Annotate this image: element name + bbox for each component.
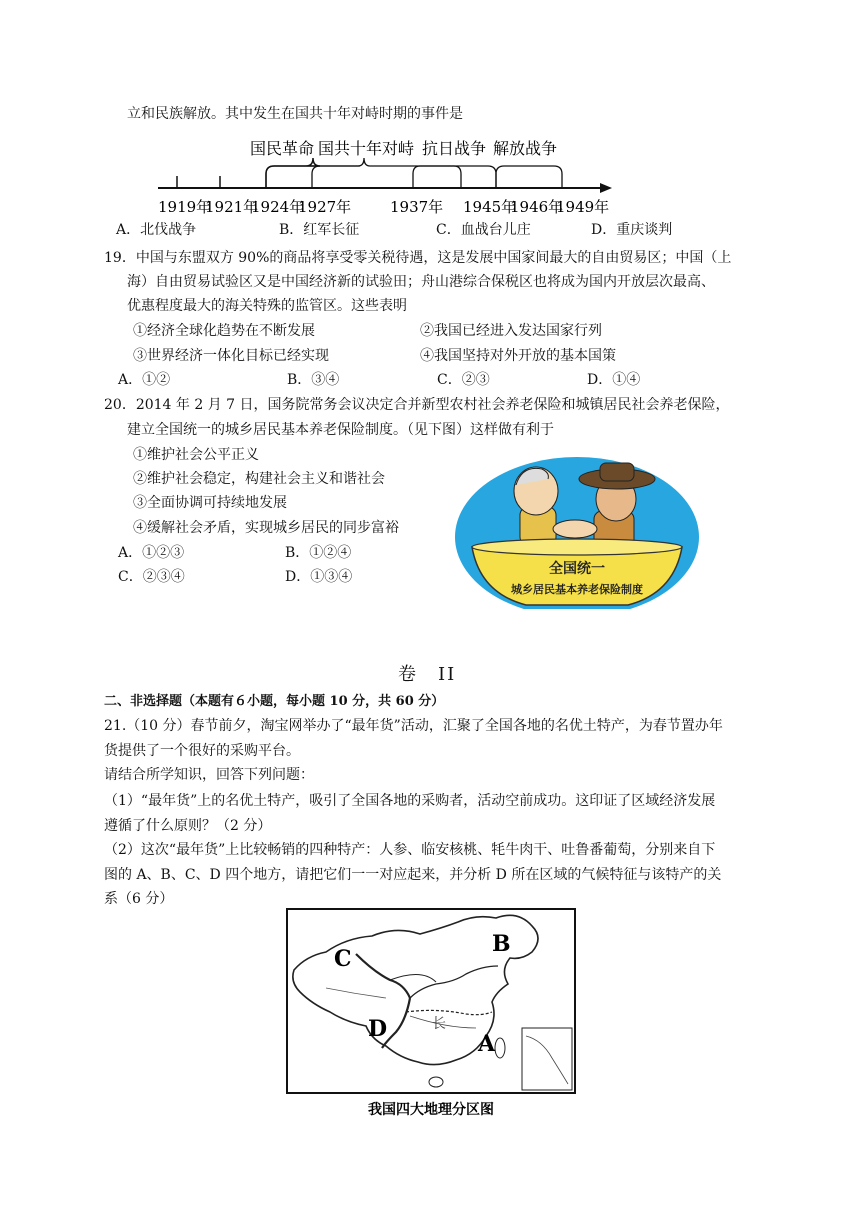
q19-statement: ③世界经济一体化目标已经实现 bbox=[133, 348, 329, 364]
q20-option-d[interactable]: D．①③④ bbox=[285, 569, 353, 585]
cartoon-label-2: 城乡居民基本养老保险制度 bbox=[511, 583, 643, 596]
q19-stem-line: 优惠程度最大的海关特殊的监管区。这些表明 bbox=[127, 298, 407, 314]
section-heading: 二、非选择题（本题有６小题，每小题 10 分，共 60 分） bbox=[104, 694, 445, 709]
q18-option-d[interactable]: D．重庆谈判 bbox=[591, 222, 673, 238]
elderly-man-icon bbox=[514, 467, 558, 545]
period-label: 国共十年对峙 bbox=[318, 139, 415, 158]
q20-statement: ③全面协调可持续地发展 bbox=[133, 495, 287, 511]
q18-option-b[interactable]: B．红军长征 bbox=[279, 222, 360, 238]
q19-option-b[interactable]: B．③④ bbox=[287, 372, 340, 388]
map-caption: 我国四大地理分区图 bbox=[368, 1102, 494, 1118]
q19-option-a[interactable]: A．①② bbox=[118, 372, 171, 388]
period-label: 国民革命 bbox=[250, 139, 315, 158]
china-regions-map bbox=[286, 908, 576, 1124]
cartoon-label-1: 全国统一 bbox=[549, 561, 605, 577]
map-label-d: D bbox=[368, 1016, 388, 1042]
q20-option-a[interactable]: A．①②③ bbox=[118, 545, 185, 561]
q19-statement: ④我国坚持对外开放的基本国策 bbox=[420, 348, 616, 364]
year-label: 1921年 bbox=[205, 198, 259, 216]
year-label: 1945年 bbox=[463, 198, 517, 216]
q20-option-b[interactable]: B．①②④ bbox=[285, 545, 352, 561]
q21-line: 图的 A、B、C、D 四个地方，请把它们一一对应起来，并分析 D 所在区域的气候特征与该特产的关 bbox=[104, 867, 722, 883]
q18-option-c[interactable]: C．血战台儿庄 bbox=[436, 222, 531, 238]
q21-line: 系（6 分） bbox=[104, 891, 174, 907]
q19-option-d[interactable]: D．①④ bbox=[587, 372, 641, 388]
year-label: 1927年 bbox=[298, 198, 352, 216]
q19-statement: ②我国已经进入发达国家行列 bbox=[420, 323, 602, 339]
year-label: 1924年 bbox=[251, 198, 305, 216]
map-label-a: A bbox=[478, 1031, 496, 1057]
year-label: 1919年 bbox=[158, 198, 212, 216]
q20-stem-line: 建立全国统一的城乡居民基本养老保险制度。（见下图）这样做有利于 bbox=[127, 422, 554, 438]
q19-statement: ①经济全球化趋势在不断发展 bbox=[133, 323, 315, 339]
period-label: 解放战争 bbox=[493, 139, 558, 158]
period-label: 抗日战争 bbox=[422, 139, 487, 158]
year-label: 1946年 bbox=[510, 198, 564, 216]
volume-title: 卷 II bbox=[398, 664, 457, 685]
q21-line: 请结合所学知识，回答下列问题： bbox=[104, 767, 314, 783]
q18-stem-tail: 立和民族解放。其中发生在国共十年对峙时期的事件是 bbox=[127, 106, 463, 122]
timeline-arrow-icon bbox=[600, 183, 612, 193]
pension-cartoon bbox=[452, 455, 702, 609]
year-label: 1937年 bbox=[390, 198, 444, 216]
q20-statement: ①维护社会公平正义 bbox=[133, 447, 259, 463]
map-label-b: B bbox=[492, 931, 511, 957]
q21-line: （1）“最年货”上的名优土特产，吸引了全国各地的采购者，活动空前成功。这印证了区域经济发展 bbox=[104, 793, 716, 809]
q21-line: （2）这次“最年货”上比较畅销的四种特产：人参、临安核桃、牦牛肉干、吐鲁番葡萄，分别来自下 bbox=[104, 842, 716, 858]
q19-stem-line: 19．中国与东盟双方 90%的商品将享受零关税待遇，这是发展中国家间最大的自由贸易区；中国（上 bbox=[104, 250, 732, 266]
q20-statement: ②维护社会稳定，构建社会主义和谐社会 bbox=[133, 471, 385, 487]
q19-stem-line: 海）自由贸易试验区又是中国经济新的试验田；舟山港综合保税区也将成为国内开放层次最高、 bbox=[127, 274, 715, 290]
q21-line: 遵循了什么原则？（2 分） bbox=[104, 818, 272, 834]
q18-timeline bbox=[150, 130, 620, 220]
q19-option-c[interactable]: C．②③ bbox=[437, 372, 490, 388]
q21-line: 货提供了一个很好的采购平台。 bbox=[104, 743, 300, 759]
q20-stem-line: 20．2014 年 2 月 7 日，国务院常务会议决定合并新型农村社会养老保险和城镇居民社会养老保险， bbox=[104, 397, 730, 413]
q20-statement: ④缓解社会矛盾，实现城乡居民的同步富裕 bbox=[133, 520, 399, 536]
handshake-icon bbox=[553, 520, 597, 538]
q21-line: 21.（10 分）春节前夕，淘宝网举办了“最年货”活动，汇聚了全国各地的名优土特产，为春节置办年 bbox=[104, 718, 723, 734]
year-label: 1949年 bbox=[556, 198, 610, 216]
map-label-c: C bbox=[334, 946, 352, 972]
q20-option-c[interactable]: C．②③④ bbox=[118, 569, 185, 585]
q18-option-a[interactable]: A．北伐战争 bbox=[116, 222, 197, 238]
map-river-label: 长 bbox=[432, 1016, 446, 1032]
